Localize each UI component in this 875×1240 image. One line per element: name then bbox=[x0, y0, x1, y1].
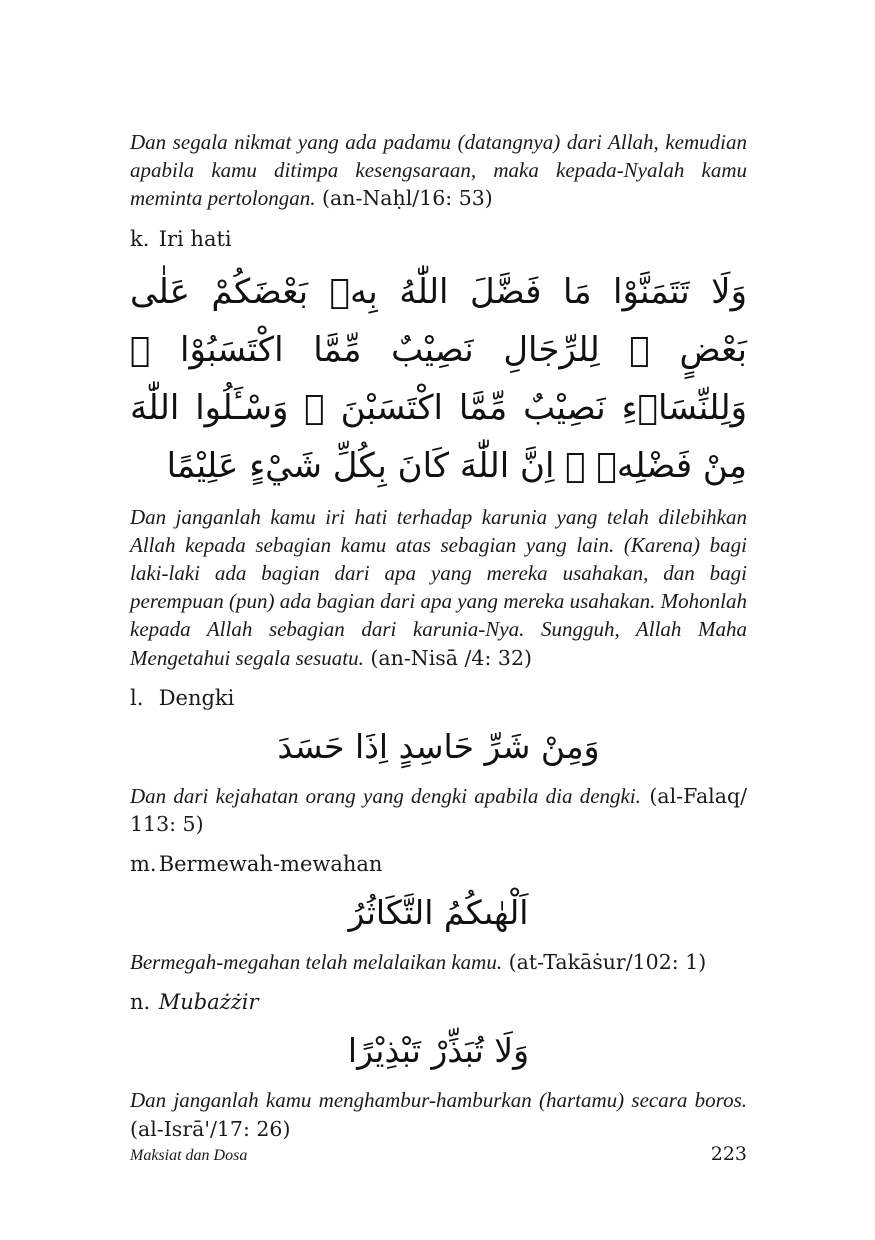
arabic-verse: وَلَا تُبَذِّرْ تَبْذِيْرًا bbox=[347, 1031, 530, 1071]
section-translation bbox=[130, 1086, 747, 1142]
page-footer bbox=[130, 1143, 747, 1165]
arabic-verse: وَمِنْ شَرِّ حَاسِدٍ اِذَا حَسَدَ bbox=[277, 726, 600, 766]
section-marker: k. bbox=[130, 226, 150, 251]
section-marker: n. bbox=[130, 990, 151, 1015]
running-title: Maksiat dan Dosa bbox=[130, 1147, 248, 1164]
section-translation bbox=[130, 948, 747, 976]
section-marker: m. bbox=[130, 852, 157, 877]
translation-text: Bermegah-megahan telah melalaikan kamu. bbox=[130, 950, 503, 975]
section-title: Mubażżir bbox=[158, 990, 259, 1015]
section-title: Iri hati bbox=[158, 226, 232, 251]
translation-text: Dan janganlah kamu menghambur-hamburkan (hartamu) secara boros. bbox=[130, 1088, 747, 1113]
verse-reference: (al-Isrā'/17: 26) bbox=[130, 1116, 291, 1141]
verse-reference: (al-Falaq/ 113: 5) bbox=[130, 783, 747, 837]
section-marker: l. bbox=[130, 685, 144, 710]
section-heading-bermewah-mewahan bbox=[130, 850, 747, 878]
section-title: Dengki bbox=[158, 685, 235, 710]
section-heading-mubazzir bbox=[130, 988, 747, 1016]
page-content bbox=[130, 128, 747, 1143]
translation-text: Dan dari kejahatan orang yang dengki apabila dia dengki. bbox=[130, 783, 641, 808]
section-heading-iri-hati bbox=[130, 225, 747, 253]
arabic-verse: اَلْهٰىكُمُ التَّكَاثُرُ bbox=[348, 893, 529, 933]
verse-reference: (at-Takāṡur/102: 1) bbox=[508, 950, 707, 975]
verse-reference: (an-Naḥl/16: 53) bbox=[322, 186, 493, 211]
arabic-verse: وَلَا تَتَمَنَّوْا مَا فَضَّلَ اللّٰهُ بِهٖ بَعْضَكُمْ عَلٰى بَعْضٍ ۗ لِلرِّجَالِ نَصِيْبٌ مِّمَّا اكْتَسَبُوْا ۗ وَلِلنِّسَاۤءِ نَصِيْبٌ مِّمَّا اكْتَسَبْنَ ۗ وَسْـَٔلُوا اللّٰهَ مِنْ فَضْلِهٖ ۗ اِنَّ اللّٰهَ كَانَ بِكُلِّ شَيْءٍ عَلِيْمًا bbox=[130, 271, 747, 486]
translation-text: Dan janganlah kamu iri hati terhadap karunia yang telah dilebihkan Allah kepada sebagian kamu atas sebagian yang lain. (Karena) bagi laki-laki ada bagian dari apa yang mereka usahakan, dan bagi perempuan (pun) ada bagian dari apa yang mereka usahakan. Mohonlah kepada Allah sebagian dari karunia-Nya. Sungguh, Allah Maha Mengetahui segala sesuatu. bbox=[130, 504, 747, 670]
verse-reference: (an-Nisā /4: 32) bbox=[370, 645, 532, 670]
intro-translation bbox=[130, 128, 747, 213]
section-translation bbox=[130, 503, 747, 672]
section-title: Bermewah-mewahan bbox=[158, 852, 383, 877]
section-translation bbox=[130, 782, 747, 838]
translation-text: Dan segala nikmat yang ada padamu (datangnya) dari Allah, kemudian apabila kamu ditimpa kesengsaraan, maka kepada-Nyalah kamu meminta pertolongan. bbox=[130, 130, 747, 211]
section-heading-dengki bbox=[130, 684, 747, 712]
page-number: 223 bbox=[710, 1143, 747, 1165]
